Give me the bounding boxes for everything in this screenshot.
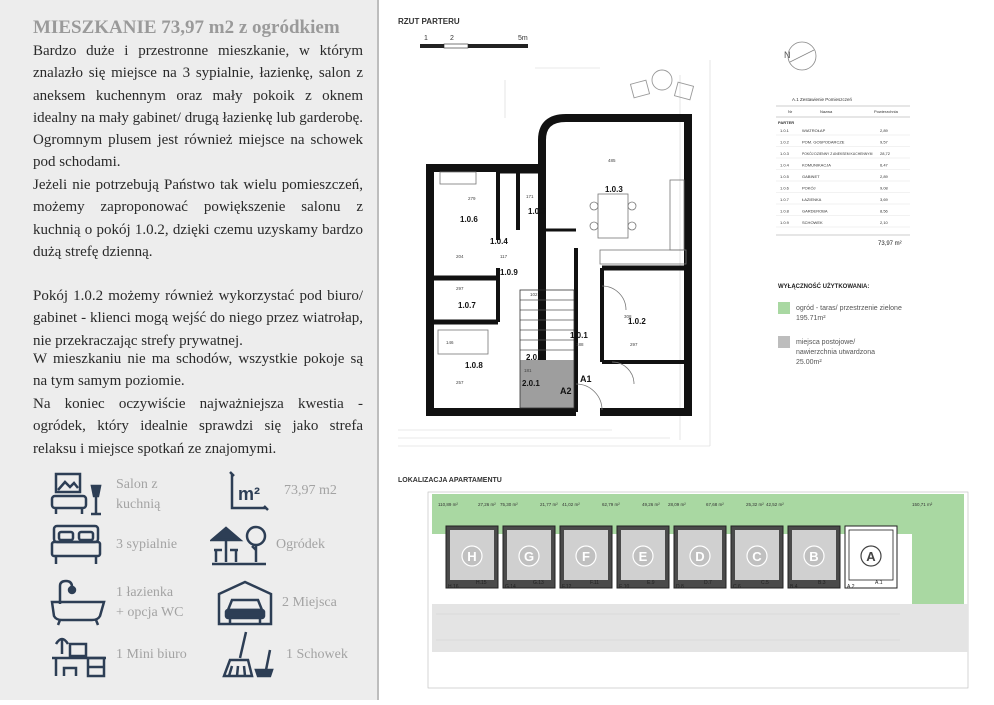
parking-label: C.5 [761, 580, 769, 586]
scale-label: 1 [424, 35, 428, 42]
parking-label: H.16 [448, 584, 459, 590]
area-m2-icon [220, 466, 278, 516]
feature-living-room [50, 470, 160, 520]
garage-car-icon [216, 578, 274, 628]
dimension-label: 171 [526, 194, 534, 199]
site-unit [788, 526, 840, 590]
feature-bathroom [50, 578, 184, 628]
table-row [776, 209, 910, 216]
unit-letter: F [582, 549, 590, 564]
table-cell: 2,89 [880, 174, 888, 179]
table-row [776, 220, 910, 227]
parking-label: D.7 [704, 580, 712, 586]
table-cell: 9,57 [880, 139, 888, 145]
room-label: 1.0.8 [465, 361, 483, 370]
table-row [776, 140, 910, 147]
bathtub-icon [50, 578, 108, 628]
office-desk-icon [50, 630, 108, 680]
feature-label: Ogródek [276, 537, 325, 552]
table-row [776, 151, 910, 158]
dimension-label: 181 [524, 368, 532, 373]
legend-text: 195.71m² [796, 315, 826, 322]
plans-panel [380, 0, 994, 700]
feature-label: 2 Miejsca [282, 595, 337, 610]
table-cell: 2,89 [880, 128, 888, 133]
dimension-label: 257 [456, 380, 464, 385]
site-area-label: 21,77 m² [540, 502, 558, 507]
parking-label: E.10 [619, 584, 630, 590]
dimension-label: 188 [576, 342, 584, 347]
table-cell: POKÓJ DZIENNY Z ANEKSEM KUCHENNYM [802, 152, 873, 156]
parking-label: A.1 [875, 580, 883, 586]
table-row [776, 128, 910, 135]
table-cell: SCHOWEK [802, 220, 823, 225]
dimension-label: 297 [456, 286, 464, 291]
site-area-label: 62,79 m² [602, 502, 620, 507]
table-cell: 1.0.4 [780, 162, 789, 168]
room-label: A1 [580, 374, 592, 384]
scale-label: 5m [518, 35, 528, 42]
table-cell: POKÓJ [802, 185, 816, 191]
room-label: 1.0.9 [500, 268, 518, 277]
table-caption: A.1 Zestawienie Pomieszczeń [792, 97, 853, 102]
site-plan-heading: LOKALIZACJA APARTAMENTU [398, 477, 502, 484]
table-header: Powierzchnia [874, 109, 898, 114]
dimension-label: 146 [446, 340, 454, 345]
site-unit [674, 526, 726, 590]
table-row [776, 186, 910, 193]
parking-label: H.15 [476, 580, 487, 586]
feature-label: Salon z kuchnią [116, 477, 161, 512]
parking-label: A.2 [847, 584, 855, 590]
site-area-label: 67,68 m² [706, 502, 724, 507]
table-header: Nr [788, 109, 793, 114]
room-label: 1.0.7 [458, 301, 476, 310]
table-cell: 1.0.3 [780, 151, 789, 156]
description-paragraph: Jeżeli nie potrzebują Państwo tak wielu pomieszczeń, możemy zaproponować powiększenie salonu z kuchnią o pokój 1.0.2, dzięki czemu uzyskamy bardzo dużą strefę dzienną. [33, 177, 363, 260]
unit-letter: C [752, 549, 762, 564]
feature-garden [210, 520, 325, 570]
feature-area [220, 466, 337, 516]
table-row [776, 174, 910, 181]
table-cell: 2,10 [880, 220, 888, 225]
legend-text: nawierzchnia utwardzona [796, 349, 875, 356]
table-cell: ŁAZIENKA [802, 197, 822, 202]
room-label: A2 [560, 386, 572, 396]
table-total: 73,97 m² [878, 241, 902, 247]
feature-label: 1 Mini biuro [116, 647, 187, 662]
description-paragraph: Bardzo duże i przestronne mieszkanie, w którym znalazło się miejsce na 3 sypialnie, łazienkę, salon z aneksem kuchennym oraz mały pokoik z oknem idealny na mały gabinet/ drugą łazienkę lub garderobę. Ogromnym plusem jest również miejsce na schowek pod schodami. [33, 43, 363, 171]
table-cell: 9,08 [880, 185, 888, 191]
unit-letter: A [866, 549, 876, 564]
site-area-label: 110,89 m² [438, 502, 458, 507]
site-area-label: 28,09 m² [668, 502, 686, 507]
table-cell: 1.0.6 [780, 185, 789, 191]
floor-plan-heading: RZUT PARTERU [398, 17, 460, 26]
scale-label: 2 [450, 35, 454, 42]
room-label: 1.0.4 [490, 237, 508, 246]
site-unit [446, 526, 498, 590]
usage-legend [778, 282, 902, 366]
broom-icon [220, 630, 278, 680]
feature-office [50, 630, 187, 680]
parking-label: B.3 [818, 580, 826, 586]
bed-icon [50, 520, 108, 570]
site-area-label: 41,02 m² [562, 502, 580, 507]
legend-swatch-green [778, 302, 790, 314]
site-area-label: 75,30 m² [500, 502, 518, 507]
description-paragraph: W mieszkaniu nie ma schodów, wszystkie pokoje są na tym samym poziomie. [33, 351, 363, 390]
parking-label: G.13 [533, 580, 544, 586]
feature-bedrooms [50, 520, 177, 570]
legend-text: ogród - taras/ przestrzenie zielone [796, 305, 902, 312]
unit-letter: D [695, 549, 705, 564]
table-cell: GARDEROBA [802, 208, 828, 214]
dimension-label: 279 [468, 196, 476, 201]
unit-letter: H [467, 549, 477, 564]
description-panel [0, 0, 378, 700]
unit-letter: E [638, 549, 648, 564]
feature-storage [220, 630, 348, 680]
table-cell: 6,47 [880, 162, 888, 168]
feature-parking [216, 578, 337, 628]
description-paragraph: Na koniec oczywiście najważniejsza kwestia - ogródek, który idealnie sprawdzi się jako strefa relaksu i miejsce spotkań ze znajomymi. [33, 396, 363, 457]
site-unit [503, 526, 555, 590]
room-label: 1.0.3 [605, 185, 623, 194]
room-label: 1.0.2 [628, 317, 646, 326]
dimension-label: 308 [624, 314, 632, 319]
table-cell: 3,69 [880, 197, 888, 202]
dimension-label: 297 [630, 342, 638, 347]
feature-label: 1 Schowek [286, 647, 348, 662]
legend-swatch-gray [778, 336, 790, 348]
apartment-title: MIESZKANIE 73,97 m2 z ogródkiem [33, 17, 340, 38]
room-label: 1.0.5 [528, 207, 546, 216]
room-schedule-table [776, 97, 910, 247]
living-room-icon [50, 470, 108, 520]
table-cell: 28,72 [880, 151, 891, 156]
dimension-label: 204 [456, 254, 464, 259]
parking-label: F.12 [562, 584, 572, 590]
site-area-label: 27,26 m² [478, 502, 496, 507]
area-icon-text: m² [238, 484, 260, 504]
table-cell: GABINET [802, 174, 820, 179]
parking-label: E.9 [647, 580, 655, 586]
parking-label: D.8 [676, 584, 684, 590]
panel-divider [377, 0, 379, 700]
plans-drawing [380, 0, 994, 700]
north-label: N [784, 50, 791, 60]
table-row [776, 163, 910, 170]
room-label: 2.0.2 [526, 353, 544, 362]
table-cell: 1.0.5 [780, 174, 789, 179]
dimension-label: 117 [500, 254, 508, 259]
table-cell: 1.0.2 [780, 139, 789, 145]
site-unit [731, 526, 783, 590]
table-cell: WIATROŁAP [802, 128, 826, 133]
table-cell: 1.0.7 [780, 197, 789, 202]
dimension-label: 102 [530, 292, 538, 297]
site-unit [617, 526, 669, 590]
garden-icon [210, 520, 268, 570]
table-cell: 1.0.8 [780, 208, 789, 214]
site-area-label: 25,32 m² [746, 502, 764, 507]
parking-label: B.4 [790, 584, 798, 590]
legend-text: miejsca postojowe/ [796, 339, 856, 346]
room-label: 1.0.6 [460, 215, 478, 224]
table-cell: KOMUNIKACJA [802, 162, 831, 168]
unit-letter: B [809, 549, 819, 564]
terrace-furniture [630, 70, 693, 100]
description-paragraph: Pokój 1.0.2 możemy również wykorzystać pod biuro/ gabinet - klienci mogą wejść do niego przez wiatrołap, nie przekraczając strefy prywatnej. [33, 288, 363, 349]
legend-text: 25.00m² [796, 359, 822, 366]
north-arrow-icon [784, 42, 816, 70]
parking-label: G.14 [505, 584, 516, 590]
unit-letter: G [523, 549, 535, 564]
site-area-label: 49,26 m² [642, 502, 660, 507]
table-cell: POM. GOSPODARCZE [802, 139, 845, 145]
parking-label: F.11 [590, 580, 600, 586]
site-area-label: 150,71 m² [912, 502, 933, 507]
table-rows [776, 128, 910, 227]
site-area-label: 42,52 m² [766, 502, 784, 507]
table-cell: 8,56 [880, 208, 888, 214]
dimension-label: 485 [608, 158, 616, 163]
parking-label: C.6 [733, 584, 741, 590]
feature-label: 73,97 m2 [284, 483, 337, 498]
table-cell: 1.0.9 [780, 220, 789, 225]
feature-label: 1 łazienka + opcja WC [116, 585, 184, 620]
legend-title: WYŁĄCZNOŚĆ UŻYTKOWANIA: [778, 284, 870, 290]
table-section: PARTER [778, 120, 795, 125]
room-label: 1.0.1 [570, 331, 588, 340]
table-cell: 1.0.1 [780, 128, 789, 133]
table-header: Nazwa [820, 109, 833, 114]
site-unit [560, 526, 612, 590]
scale-bar [420, 35, 528, 48]
feature-label: 3 sypialnie [116, 537, 178, 552]
table-row [776, 197, 910, 204]
site-plan [428, 492, 968, 688]
room-label: 2.0.1 [522, 379, 540, 388]
site-unit [845, 526, 897, 590]
